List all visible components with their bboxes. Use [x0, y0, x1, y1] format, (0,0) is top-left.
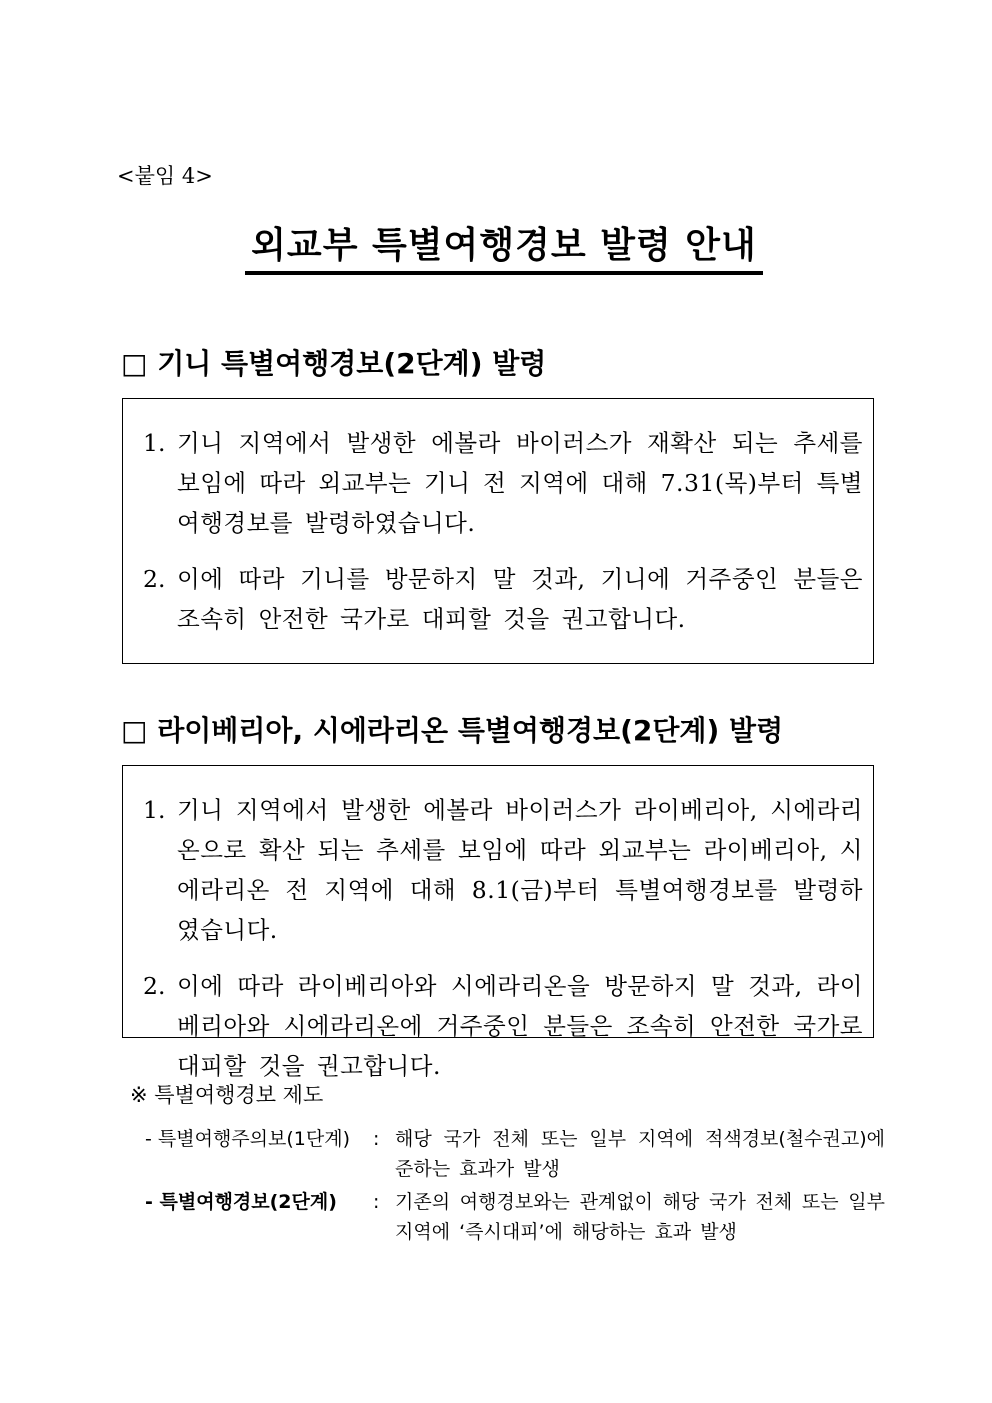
note-row-level2 [145, 1187, 885, 1247]
note-colon: : [373, 1128, 380, 1150]
item-number: 1. [143, 429, 166, 457]
list-item [143, 423, 863, 543]
item-number: 2. [143, 565, 166, 593]
item-number: 2. [143, 972, 166, 1000]
item-text: 기니 지역에서 발생한 에볼라 바이러스가 재확산 되는 추세를 보임에 따라 외교부는 기니 전 지역에 대해 7.31(목)부터 특별여행경보를 발령하였습니다. [177, 429, 863, 537]
list-item [143, 966, 863, 1086]
document-title: 외교부 특별여행경보 발령 안내 [251, 225, 757, 266]
item-number: 1. [143, 796, 166, 824]
section-box-liberia-sierraleone [122, 765, 874, 1080]
item-text: 이에 따라 기니를 방문하지 말 것과, 기니에 거주중인 분들은 조속히 안전한 국가로 대피할 것을 권고합니다. [177, 565, 863, 633]
list-item [143, 790, 863, 950]
notes-heading: ※ 특별여행경보 제도 [130, 1083, 324, 1107]
item-text: 기니 지역에서 발생한 에볼라 바이러스가 라이베리아, 시에라리온으로 확산 되는 추세를 보임에 따라 외교부는 라이베리아, 시에라리온 전 지역에 대해 8.1(금)부터 특별여행경보를 발령하였습니다. [177, 796, 863, 944]
note-term: - 특별여행주의보(1단계) [145, 1128, 350, 1150]
title-underline [245, 271, 763, 275]
section-heading-guinea: □ 기니 특별여행경보(2단계) 발령 [121, 347, 547, 380]
note-description: 해당 국가 전체 또는 일부 지역에 적색경보(철수권고)에 준하는 효과가 발생 [395, 1128, 885, 1180]
section-box-guinea [122, 398, 874, 664]
section-heading-liberia-sierraleone: □ 라이베리아, 시에라리온 특별여행경보(2단계) 발령 [121, 714, 784, 747]
item-text: 이에 따라 라이베리아와 시에라리온을 방문하지 말 것과, 라이베리아와 시에라리온에 거주중인 분들은 조속히 안전한 국가로 대피할 것을 권고합니다. [177, 972, 863, 1080]
list-item [143, 559, 863, 639]
note-row-level1 [145, 1124, 885, 1184]
note-colon: : [373, 1191, 380, 1213]
document-title-block [245, 222, 763, 275]
note-description: 기존의 여행경보와는 관계없이 해당 국가 전체 또는 일부 지역에 ‘즉시대피’에 해당하는 효과 발생 [395, 1191, 885, 1243]
attachment-label: <붙임 4> [117, 164, 213, 188]
note-term: - 특별여행경보(2단계) [145, 1191, 337, 1213]
